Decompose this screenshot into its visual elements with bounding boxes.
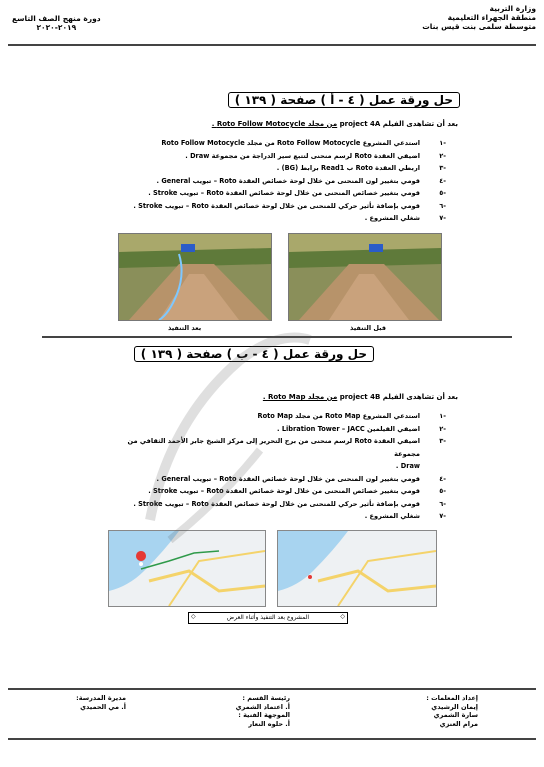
ministry-block — [422, 4, 536, 31]
step-item: -١ استدعي المشروع Roto Map من مجلد Roto Map — [257, 412, 446, 420]
section-a-subtitle — [212, 120, 458, 128]
ministry-line-1: وزارة التربية — [489, 4, 536, 13]
section-b-subtitle — [263, 393, 458, 401]
dirt-track-after-image — [119, 234, 271, 320]
teacher-name: إيمان الرشيدي — [431, 702, 478, 711]
step-item: -٥ قومي بتغيير خصائص المنحنى من خلال لوحة خصائص العقدة Roto – تبويب Stroke . — [148, 189, 446, 197]
section-b-title-box: حل ورقة عمل ( ٤ - ب ) صفحة ( ١٣٩ ) — [134, 346, 374, 362]
section-b-steps — [106, 410, 446, 523]
step-item: -٣ اربطي العقدة Roto ب Read1 برابط (BG) . — [276, 164, 446, 172]
step-item: -٥ قومي بتغيير خصائص المنحنى من خلال لوحة خصائص العقدة Roto – تبويب Stroke . — [148, 487, 446, 495]
caption-after: بعد التنفيذ — [168, 324, 202, 332]
step-item: -٤ قومي بتغيير لون المنحنى من خلال لوحة خصائص العقدة Roto – تبويب General . — [156, 474, 446, 483]
dirt-track-before-image — [289, 234, 441, 320]
ministry-line-2: منطقة الجهراء التعليمية — [447, 13, 536, 22]
page-footer — [0, 688, 544, 728]
map-after — [108, 530, 266, 607]
principal-block — [76, 694, 126, 711]
dept-block — [236, 694, 290, 728]
principal-label: مديرة المدرسة: — [76, 694, 126, 702]
course-line-2: ٢٠١٩-٢٠٢٠ — [36, 23, 77, 32]
step-item: -٤ قومي بتغيير لون المنحنى من خلال لوحة خصائص العقدة Roto – تبويب General . — [156, 176, 446, 185]
left-marker-icon: ◇ — [191, 613, 196, 620]
footer-rule-bottom — [8, 738, 536, 740]
map-caption: المشروع بعد التنفيذ وأثناء العرض — [226, 614, 310, 621]
step-item: -٧ شغلي المشروع . — [364, 512, 446, 520]
motocycle-before-photo — [288, 233, 442, 321]
section-a-subtitle-lead: بعد أن تشاهدى الفيلم project 4A — [339, 120, 458, 128]
teacher-name: مرام العنزي — [439, 719, 478, 728]
right-marker-icon: ◇ — [340, 613, 345, 620]
course-line-1: دورة منهج الصف التاسع — [12, 14, 101, 23]
step-item: -١ استدعي المشروع Roto Follow Motocycle من مجلد Roto Follow Motocycle — [161, 139, 446, 147]
dept-head-name: أ. اعتماد الشمري — [235, 702, 290, 711]
page-header — [0, 0, 544, 44]
header-rule — [8, 44, 536, 46]
section-b-subtitle-link: من مجلد Roto Map . — [262, 393, 338, 401]
step-item: -٢ اضيفي العقدة Roto لرسم منحنى لتتبع سير الدراجة من مجموعة Draw . — [185, 151, 446, 160]
step-item: -٧ شغلي المشروع . — [364, 214, 446, 222]
step-item: -٢ اضيفي الفيلمين Libration Tower – JACC . — [277, 424, 446, 433]
section-a-steps — [106, 137, 446, 225]
prepared-label: إعداد المعلمات : — [426, 694, 478, 702]
step-item: -٦ قومي بإضافة تأثير حركي للمنحنى من خلال لوحة خصائص العقدة Roto – تبويب Stroke . — [133, 201, 446, 210]
caption-before: قبل التنفيذ — [350, 324, 387, 332]
step-item: -٣ اضيفي العقدة Roto لرسم منحنى من برج التحرير إلى مركز الشيخ جابر الأحمد الثقافي من مجموعة — [127, 437, 446, 458]
teachers-block — [426, 694, 478, 728]
step-item: Draw . — [395, 462, 420, 470]
dept-head-label: رئيسة القسم : — [242, 694, 290, 702]
map-after-image — [109, 531, 265, 606]
map-before — [277, 530, 437, 607]
supervisor-name: أ. حلوه النعار — [248, 719, 290, 728]
section-b-subtitle-lead: بعد أن تشاهدى الفيلم project 4B — [339, 393, 458, 401]
course-block — [12, 14, 101, 32]
principal-name: أ. مي الحميدي — [80, 702, 126, 711]
section-divider — [42, 336, 512, 338]
map-caption-box — [188, 612, 348, 624]
section-b-title — [134, 346, 374, 362]
map-before-image — [278, 531, 436, 606]
supervisor-label: الموجهة الفنية : — [238, 711, 290, 719]
motocycle-after-photo — [118, 233, 272, 321]
section-a-title-box: حل ورقة عمل ( ٤ - أ ) صفحة ( ١٣٩ ) — [228, 92, 460, 108]
ministry-line-3: متوسطة سلمى بنت قيس بنات — [422, 22, 536, 31]
section-a-title — [228, 92, 460, 108]
step-item: -٦ قومي بإضافة تأثير حركي للمنحنى من خلال لوحة خصائص العقدة Roto – تبويب Stroke . — [133, 499, 446, 508]
teacher-name: سارة الشمري — [433, 711, 478, 719]
section-a-subtitle-link: من مجلد Roto Follow Motocycle . — [211, 120, 338, 128]
